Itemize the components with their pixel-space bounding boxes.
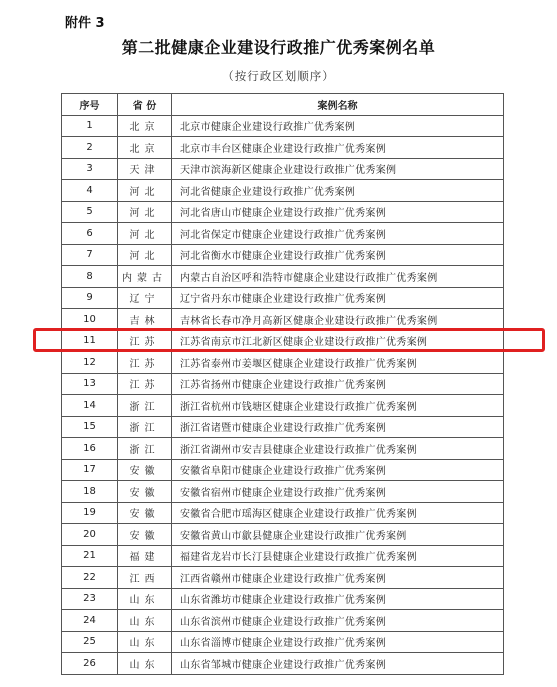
table-row bbox=[62, 631, 504, 653]
row-case-name: 浙江省诸暨市健康企业建设行政推广优秀案例 bbox=[172, 416, 504, 438]
table-header-row bbox=[62, 94, 504, 116]
row-case-name: 江苏省南京市江北新区健康企业建设行政推广优秀案例 bbox=[172, 330, 504, 352]
table-row bbox=[62, 524, 504, 546]
row-number: 9 bbox=[62, 287, 118, 309]
row-province: 安徽 bbox=[118, 524, 172, 546]
row-province: 吉林 bbox=[118, 309, 172, 331]
row-province: 辽宁 bbox=[118, 287, 172, 309]
row-number: 24 bbox=[62, 610, 118, 632]
table-row bbox=[62, 180, 504, 202]
row-case-name: 安徽省阜阳市健康企业建设行政推广优秀案例 bbox=[172, 459, 504, 481]
row-province: 江苏 bbox=[118, 373, 172, 395]
row-case-name: 安徽省宿州市健康企业建设行政推广优秀案例 bbox=[172, 481, 504, 503]
row-case-name: 北京市健康企业建设行政推广优秀案例 bbox=[172, 115, 504, 137]
row-number: 14 bbox=[62, 395, 118, 417]
row-number: 8 bbox=[62, 266, 118, 288]
row-number: 5 bbox=[62, 201, 118, 223]
row-case-name: 河北省唐山市健康企业建设行政推广优秀案例 bbox=[172, 201, 504, 223]
table-row bbox=[62, 309, 504, 331]
row-number: 1 bbox=[62, 115, 118, 137]
page-title: 第二批健康企业建设行政推广优秀案例名单 bbox=[121, 38, 436, 57]
row-province: 河北 bbox=[118, 180, 172, 202]
row-number: 11 bbox=[62, 330, 118, 352]
row-province: 江西 bbox=[118, 567, 172, 589]
table-row bbox=[62, 115, 504, 137]
table-row bbox=[62, 137, 504, 159]
row-case-name: 山东省邹城市健康企业建设行政推广优秀案例 bbox=[172, 653, 504, 675]
table-row bbox=[62, 502, 504, 524]
row-province: 山东 bbox=[118, 631, 172, 653]
row-case-name: 北京市丰台区健康企业建设行政推广优秀案例 bbox=[172, 137, 504, 159]
row-province: 安徽 bbox=[118, 502, 172, 524]
row-case-name: 安徽省合肥市瑶海区健康企业建设行政推广优秀案例 bbox=[172, 502, 504, 524]
row-province: 江苏 bbox=[118, 330, 172, 352]
row-province: 内蒙古 bbox=[118, 266, 172, 288]
case-list-table bbox=[61, 93, 504, 675]
row-number: 15 bbox=[62, 416, 118, 438]
table-row bbox=[62, 395, 504, 417]
row-province: 江苏 bbox=[118, 352, 172, 374]
row-province: 山东 bbox=[118, 610, 172, 632]
row-case-name: 浙江省杭州市钱塘区健康企业建设行政推广优秀案例 bbox=[172, 395, 504, 417]
row-province: 山东 bbox=[118, 588, 172, 610]
table-row bbox=[62, 416, 504, 438]
table-row bbox=[62, 158, 504, 180]
row-province: 天津 bbox=[118, 158, 172, 180]
row-number: 25 bbox=[62, 631, 118, 653]
row-province: 浙江 bbox=[118, 416, 172, 438]
highlight-box bbox=[33, 328, 545, 352]
row-case-name: 山东省淄博市健康企业建设行政推广优秀案例 bbox=[172, 631, 504, 653]
row-province: 浙江 bbox=[118, 438, 172, 460]
row-case-name: 福建省龙岩市长汀县健康企业建设行政推广优秀案例 bbox=[172, 545, 504, 567]
table-row bbox=[62, 266, 504, 288]
row-case-name: 河北省健康企业建设行政推广优秀案例 bbox=[172, 180, 504, 202]
row-number: 21 bbox=[62, 545, 118, 567]
row-number: 18 bbox=[62, 481, 118, 503]
row-case-name: 山东省潍坊市健康企业建设行政推广优秀案例 bbox=[172, 588, 504, 610]
column-header-number: 序号 bbox=[62, 94, 118, 116]
page-subtitle: （按行政区划顺序） bbox=[222, 69, 335, 83]
table-row bbox=[62, 459, 504, 481]
row-case-name: 江西省赣州市健康企业建设行政推广优秀案例 bbox=[172, 567, 504, 589]
row-number: 22 bbox=[62, 567, 118, 589]
row-number: 16 bbox=[62, 438, 118, 460]
table-row bbox=[62, 201, 504, 223]
row-number: 6 bbox=[62, 223, 118, 245]
row-province: 安徽 bbox=[118, 481, 172, 503]
table-row bbox=[62, 223, 504, 245]
row-case-name: 辽宁省丹东市健康企业建设行政推广优秀案例 bbox=[172, 287, 504, 309]
row-province: 北京 bbox=[118, 137, 172, 159]
row-province: 北京 bbox=[118, 115, 172, 137]
row-province: 河北 bbox=[118, 223, 172, 245]
table-row bbox=[62, 567, 504, 589]
row-case-name: 浙江省湖州市安吉县健康企业建设行政推广优秀案例 bbox=[172, 438, 504, 460]
table-row bbox=[62, 287, 504, 309]
row-number: 7 bbox=[62, 244, 118, 266]
row-case-name: 天津市滨海新区健康企业建设行政推广优秀案例 bbox=[172, 158, 504, 180]
row-number: 3 bbox=[62, 158, 118, 180]
row-case-name: 吉林省长春市净月高新区健康企业建设行政推广优秀案例 bbox=[172, 309, 504, 331]
row-number: 17 bbox=[62, 459, 118, 481]
row-number: 4 bbox=[62, 180, 118, 202]
row-case-name: 河北省保定市健康企业建设行政推广优秀案例 bbox=[172, 223, 504, 245]
row-number: 12 bbox=[62, 352, 118, 374]
row-number: 13 bbox=[62, 373, 118, 395]
row-number: 20 bbox=[62, 524, 118, 546]
row-number: 19 bbox=[62, 502, 118, 524]
table-row bbox=[62, 244, 504, 266]
table-row bbox=[62, 610, 504, 632]
row-province: 河北 bbox=[118, 244, 172, 266]
row-number: 10 bbox=[62, 309, 118, 331]
row-case-name: 山东省滨州市健康企业建设行政推广优秀案例 bbox=[172, 610, 504, 632]
row-case-name: 江苏省泰州市姜堰区健康企业建设行政推广优秀案例 bbox=[172, 352, 504, 374]
table-row bbox=[62, 481, 504, 503]
table-row bbox=[62, 545, 504, 567]
row-number: 23 bbox=[62, 588, 118, 610]
row-case-name: 安徽省黄山市歙县健康企业建设行政推广优秀案例 bbox=[172, 524, 504, 546]
column-header-case-name: 案例名称 bbox=[172, 94, 504, 116]
table-row bbox=[62, 373, 504, 395]
row-case-name: 内蒙古自治区呼和浩特市健康企业建设行政推广优秀案例 bbox=[172, 266, 504, 288]
row-province: 安徽 bbox=[118, 459, 172, 481]
row-province: 山东 bbox=[118, 653, 172, 675]
row-number: 26 bbox=[62, 653, 118, 675]
row-province: 河北 bbox=[118, 201, 172, 223]
table-row bbox=[62, 352, 504, 374]
row-province: 福建 bbox=[118, 545, 172, 567]
attachment-label: 附件 3 bbox=[65, 16, 105, 31]
row-number: 2 bbox=[62, 137, 118, 159]
column-header-province: 省 份 bbox=[118, 94, 172, 116]
row-case-name: 江苏省扬州市健康企业建设行政推广优秀案例 bbox=[172, 373, 504, 395]
table-row bbox=[62, 653, 504, 675]
table-row bbox=[62, 438, 504, 460]
row-case-name: 河北省衡水市健康企业建设行政推广优秀案例 bbox=[172, 244, 504, 266]
row-province: 浙江 bbox=[118, 395, 172, 417]
table-row bbox=[62, 588, 504, 610]
